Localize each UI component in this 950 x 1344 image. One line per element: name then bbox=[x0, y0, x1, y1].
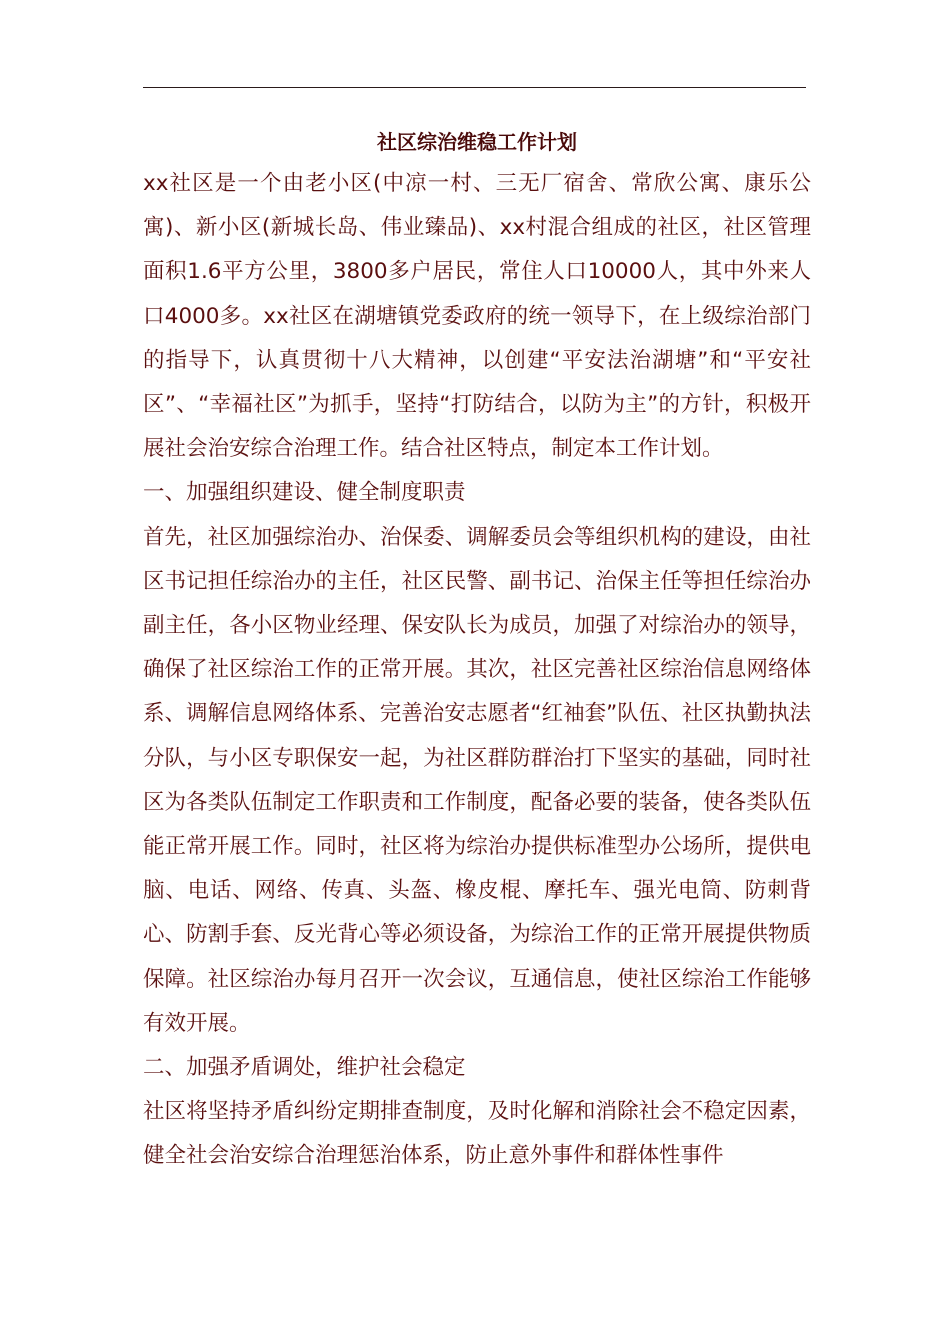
section-body-2: 社区将坚持矛盾纠纷定期排查制度，及时化解和消除社会不稳定因素，健全社会治安综合治理惩治体系，防止意外事件和群体性事件 bbox=[143, 1099, 811, 1169]
section-heading-2: 二、加强矛盾调处，维护社会稳定 bbox=[143, 1055, 466, 1081]
intro-paragraph: xx社区是一个由老小区(中凉一村、三无厂宿舍、常欣公寓、康乐公寓)、新小区(新城长岛、伟业臻品)、xx村混合组成的社区，社区管理面积1.6平方公里，3800多户居民，常住人口10000人，其中外来人口4000多。xx社区在湖塘镇党委政府的统一领导下，在上级综治部门的指导下，认真贯彻十八大精神，以创建“平安法治湖塘”和“平安社区”、“幸福社区”为抓手，坚持“打防结合，以防为主”的方针，积极开展社会治安综合治理工作。结合社区特点，制定本工作计划。 bbox=[143, 171, 811, 462]
document-body bbox=[143, 122, 811, 1179]
header-rule bbox=[143, 87, 806, 88]
section-heading-1: 一、加强组织建设、健全制度职责 bbox=[143, 480, 466, 506]
document-title: 社区综治维稳工作计划 bbox=[377, 130, 577, 154]
section-body-1: 首先，社区加强综治办、治保委、调解委员会等组织机构的建设，由社区书记担任综治办的主任，社区民警、副书记、治保主任等担任综治办副主任，各小区物业经理、保安队长为成员，加强了对综治办的领导，确保了社区综治工作的正常开展。其次，社区完善社区综治信息网络体系、调解信息网络体系、完善治安志愿者“红袖套”队伍、社区执勤执法分队，与小区专职保安一起，为社区群防群治打下坚实的基础，同时社区为各类队伍制定工作职责和工作制度，配备必要的装备，使各类队伍能正常开展工作。同时，社区将为综治办提供标准型办公场所，提供电脑、电话、网络、传真、头盔、橡皮棍、摩托车、强光电筒、防刺背心、防割手套、反光背心等必须设备，为综治工作的正常开展提供物质保障。社区综治办每月召开一次会议，互通信息，使社区综治工作能够有效开展。 bbox=[143, 524, 811, 1036]
